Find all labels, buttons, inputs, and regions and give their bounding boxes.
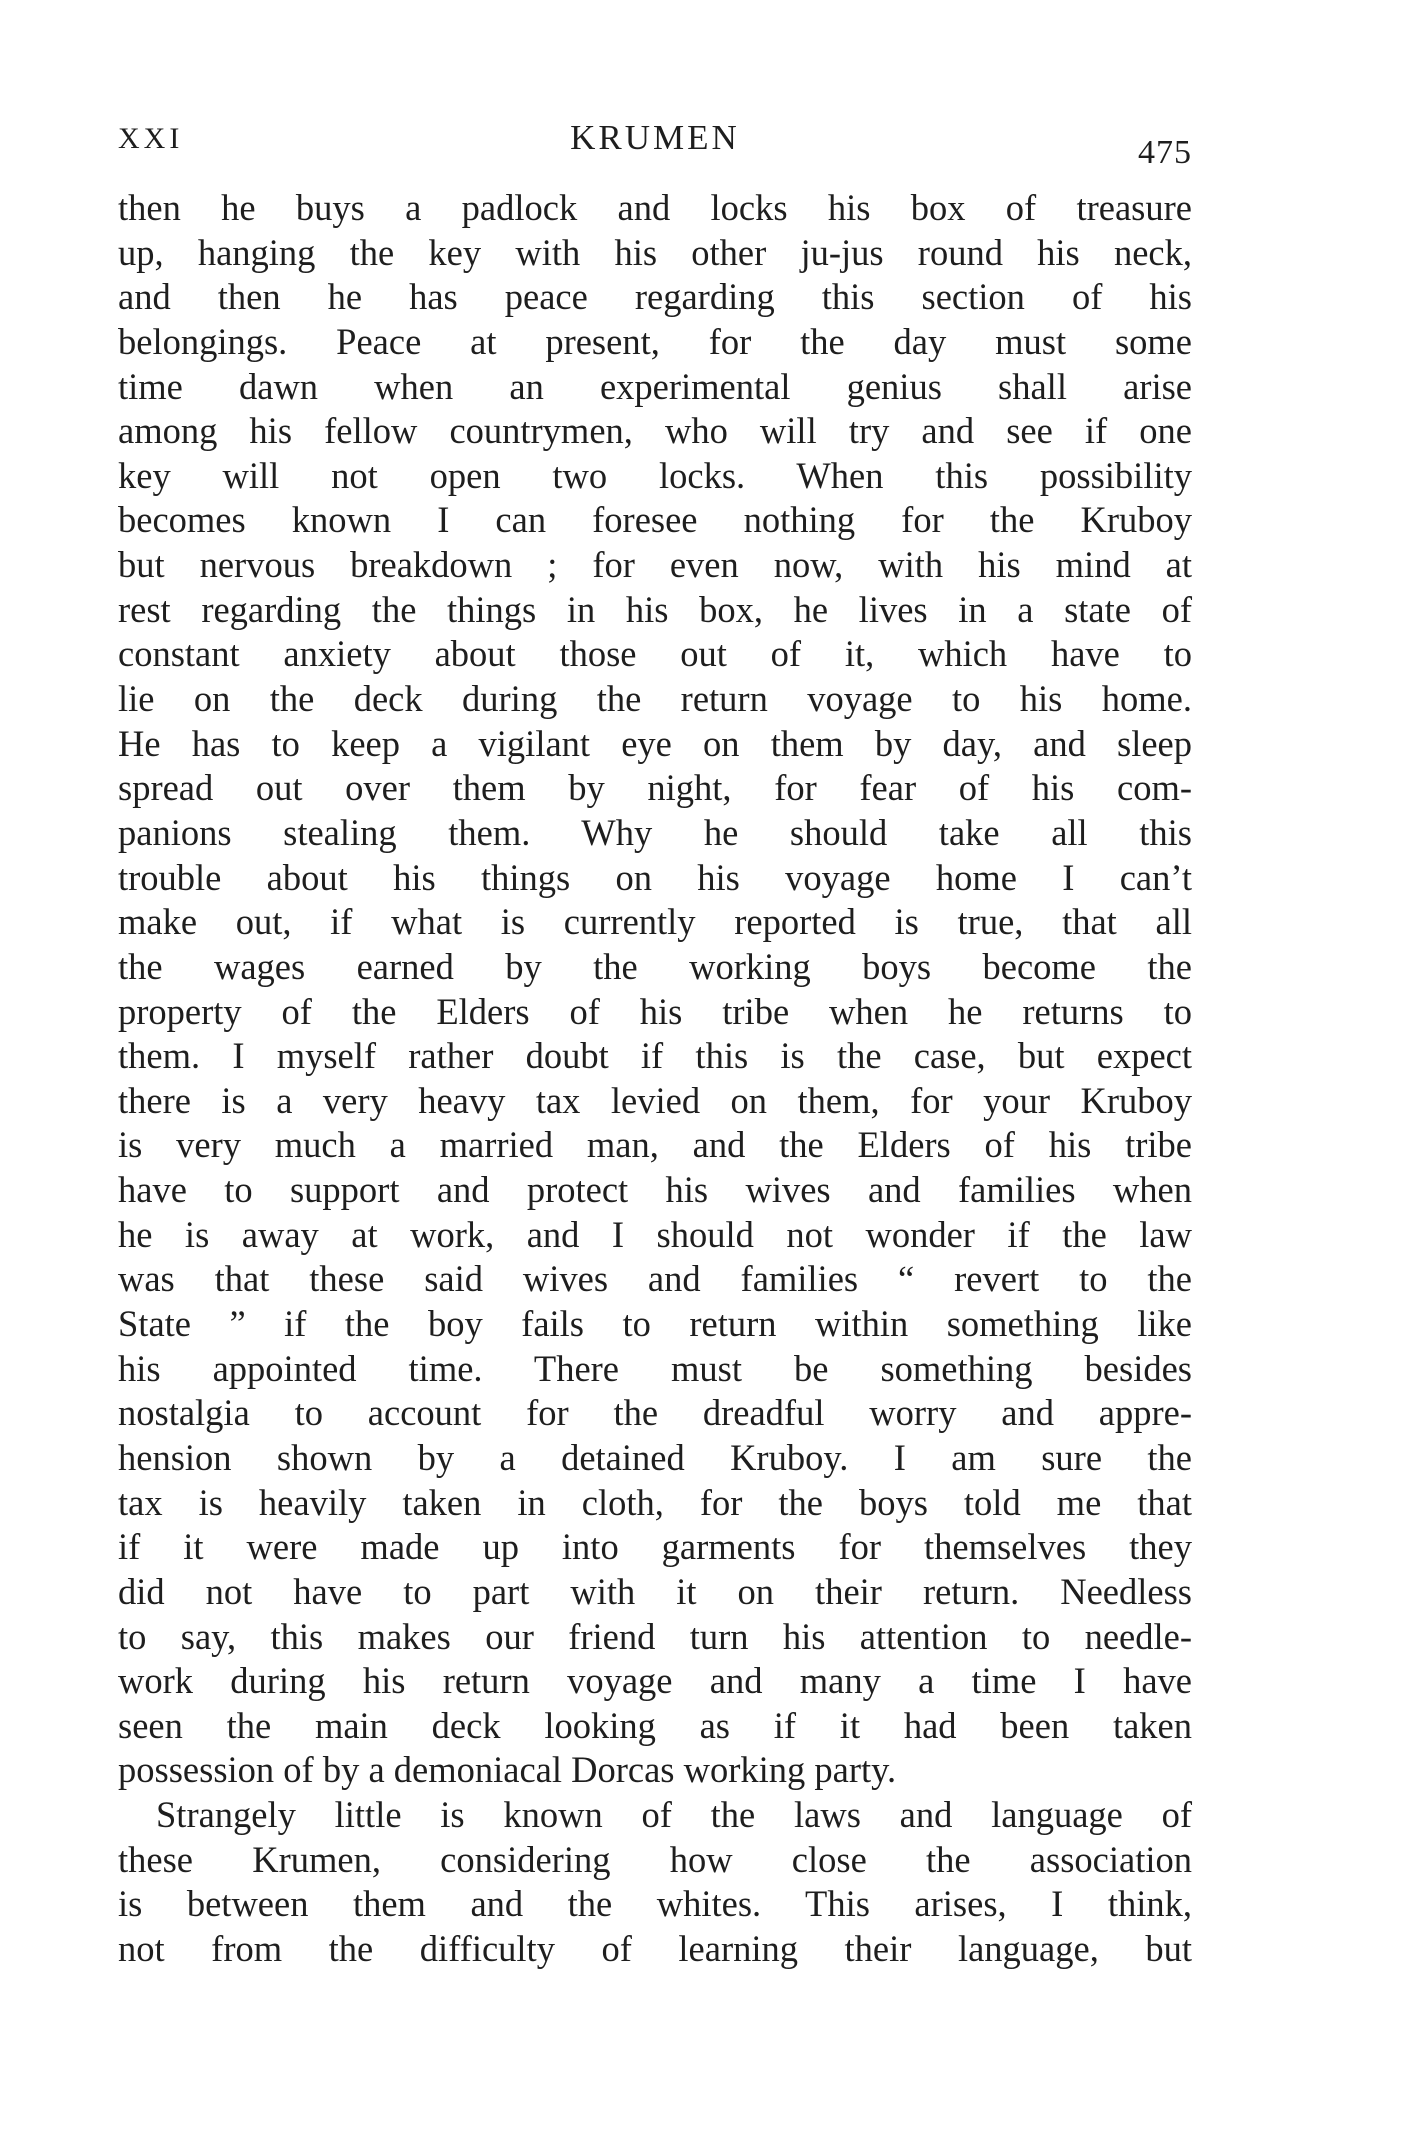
body-text <box>118 186 1192 1972</box>
text-line: not from the difficulty of learning their language, but <box>118 1927 1192 1969</box>
text-line: spread out over them by night, for fear of his com- <box>118 767 1192 809</box>
text-line: among his fellow countrymen, who will try and see if one <box>118 410 1192 452</box>
text-line: he is away at work, and I should not wonder if the law <box>118 1213 1192 1255</box>
text-line: seen the main deck looking as if it had been taken <box>118 1704 1192 1746</box>
running-header <box>118 118 1192 178</box>
text-line: is between them and the whites. This arises, I think, <box>118 1883 1192 1925</box>
text-line: lie on the deck during the return voyage to his home. <box>118 678 1192 720</box>
text-line: key will not open two locks. When this possibility <box>118 454 1192 496</box>
text-line: work during his return voyage and many a time I have <box>118 1660 1192 1702</box>
text-line: rest regarding the things in his box, he lives in a state of <box>118 588 1192 630</box>
text-line: but nervous breakdown ; for even now, with his mind at <box>118 544 1192 586</box>
text-line: make out, if what is currently reported is true, that all <box>118 901 1192 943</box>
text-line: tax is heavily taken in cloth, for the boys told me that <box>118 1481 1192 1523</box>
text-line: if it were made up into garments for themselves they <box>118 1526 1192 1568</box>
text-line: is very much a married man, and the Elders of his tribe <box>118 1124 1192 1166</box>
running-title: KRUMEN <box>570 118 740 157</box>
text-line: the wages earned by the working boys become the <box>118 945 1192 987</box>
text-line: property of the Elders of his tribe when he returns to <box>118 990 1192 1032</box>
text-line: He has to keep a vigilant eye on them by day, and sleep <box>118 722 1192 764</box>
text-line: then he buys a padlock and locks his box of treasure <box>118 187 1192 228</box>
text-line: constant anxiety about those out of it, which have to <box>118 633 1192 675</box>
text-line: and then he has peace regarding this section of his <box>118 276 1192 318</box>
text-line: was that these said wives and families “ revert to the <box>118 1258 1192 1300</box>
paragraph-start-line: Strangely little is known of the laws and language of <box>156 1794 1192 1836</box>
text-line: there is a very heavy tax levied on them, for your Kruboy <box>118 1079 1192 1121</box>
text-line: these Krumen, considering how close the association <box>118 1838 1192 1880</box>
text-line: have to support and protect his wives and families when <box>118 1169 1192 1211</box>
text-line: hension shown by a detained Kruboy. I am sure the <box>118 1436 1192 1478</box>
paragraph-end-line: possession of by a demoniacal Dorcas working party. <box>118 1749 897 1791</box>
text-line: to say, this makes our friend turn his attention to needle- <box>118 1615 1192 1657</box>
text-line: belongings. Peace at present, for the day must some <box>118 320 1192 362</box>
text-line: up, hanging the key with his other ju-jus round his neck, <box>118 231 1192 273</box>
text-line: his appointed time. There must be something besides <box>118 1347 1192 1389</box>
text-line: time dawn when an experimental genius shall arise <box>118 365 1192 407</box>
text-line: State ” if the boy fails to return within something like <box>118 1303 1192 1345</box>
page-number: 475 <box>1138 134 1192 171</box>
text-line: becomes known I can foresee nothing for the Kruboy <box>118 499 1192 541</box>
text-line: trouble about his things on his voyage home I can’t <box>118 856 1192 898</box>
text-line: nostalgia to account for the dreadful worry and appre- <box>118 1392 1192 1434</box>
text-line: them. I myself rather doubt if this is the case, but expect <box>118 1035 1192 1077</box>
text-line: panions stealing them. Why he should take all this <box>118 811 1192 853</box>
chapter-number: XXI <box>118 122 184 155</box>
text-line: did not have to part with it on their return. Needless <box>118 1570 1192 1612</box>
